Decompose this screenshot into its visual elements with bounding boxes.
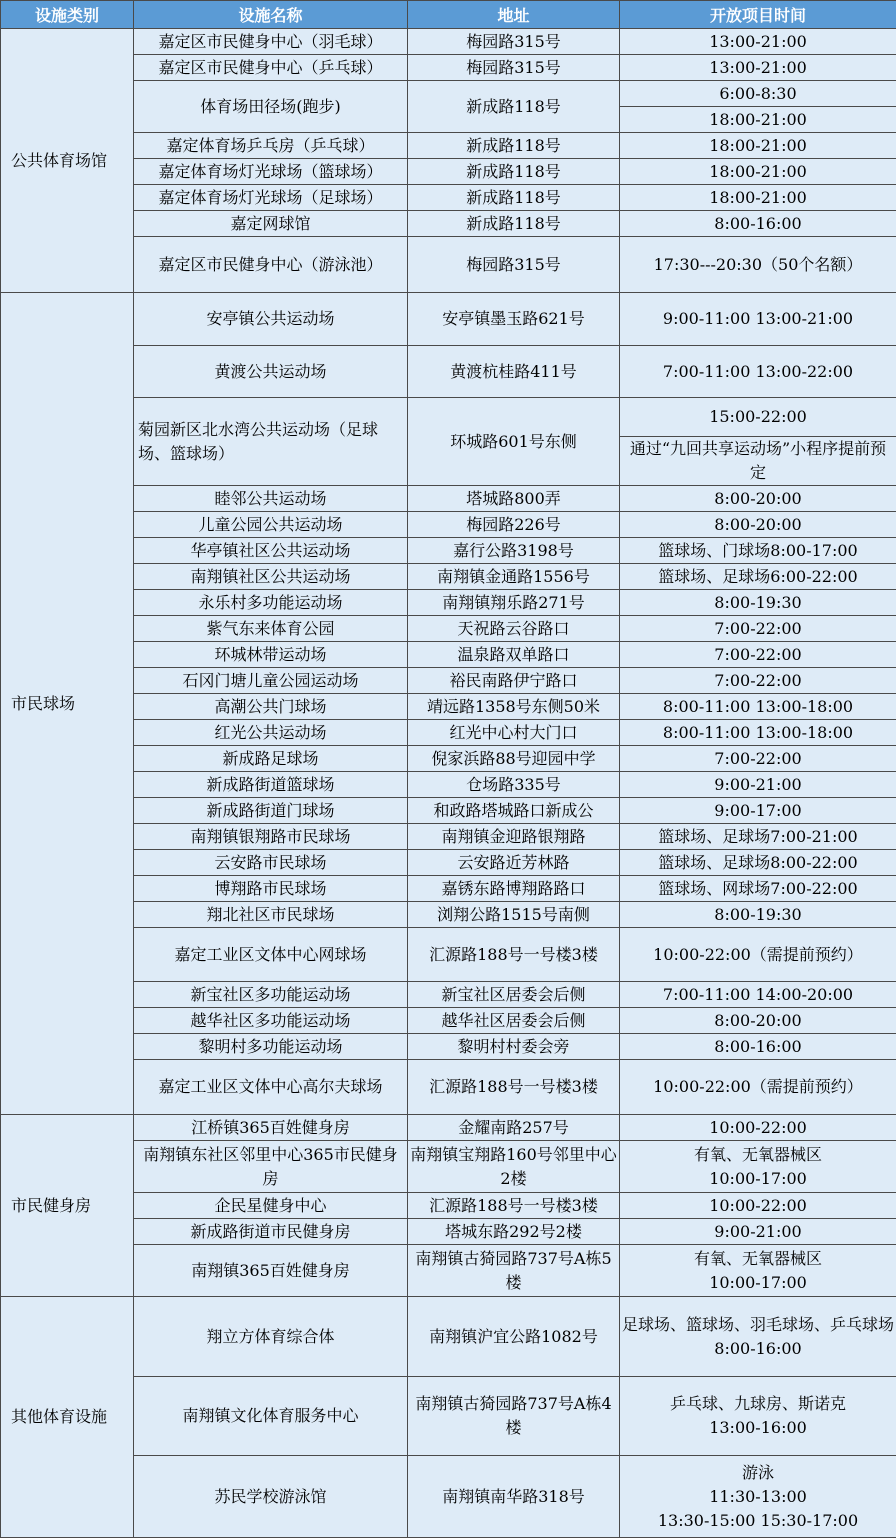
facility-address: 南翔镇南华路318号 bbox=[408, 1456, 620, 1538]
facility-address: 嘉锈东路博翔路路口 bbox=[408, 876, 620, 902]
open-time bbox=[620, 159, 896, 185]
open-time-line: 游泳 bbox=[622, 1461, 894, 1485]
open-time bbox=[620, 850, 896, 876]
open-time bbox=[620, 694, 896, 720]
table-row bbox=[1, 237, 896, 293]
open-time bbox=[620, 928, 896, 982]
open-time bbox=[620, 133, 896, 159]
open-time bbox=[620, 512, 896, 538]
open-time bbox=[620, 1377, 896, 1456]
open-time-line: 10:00-22:00（需提前预约） bbox=[622, 943, 894, 967]
facility-address: 新成路118号 bbox=[408, 133, 620, 159]
facility-address: 安亭镇墨玉路621号 bbox=[408, 293, 620, 346]
open-time-line: 有氧、无氧器械区 bbox=[622, 1143, 894, 1167]
table-row bbox=[1, 720, 896, 746]
facility-name: 嘉定区市民健身中心（游泳池） bbox=[134, 237, 408, 293]
facility-name: 体育场田径场(跑步) bbox=[134, 81, 408, 133]
facility-name: 新成路街道篮球场 bbox=[134, 772, 408, 798]
table-row bbox=[1, 1377, 896, 1456]
facility-address: 汇源路188号一号楼3楼 bbox=[408, 1193, 620, 1219]
facility-address: 云安路近芳林路 bbox=[408, 850, 620, 876]
open-time-line: 9:00-21:00 bbox=[622, 1220, 894, 1244]
open-time-line: 13:00-16:00 bbox=[622, 1416, 894, 1440]
open-time-line: 10:00-17:00 bbox=[622, 1167, 894, 1191]
facility-name: 嘉定体育场灯光球场（足球场） bbox=[134, 185, 408, 211]
table-row bbox=[1, 512, 896, 538]
table-row bbox=[1, 1141, 896, 1193]
facility-name: 嘉定区市民健身中心（乒乓球） bbox=[134, 55, 408, 81]
table-row bbox=[1, 824, 896, 850]
open-time bbox=[620, 293, 896, 346]
facility-name: 华亭镇社区公共运动场 bbox=[134, 538, 408, 564]
header-row bbox=[1, 1, 896, 29]
facility-name: 南翔镇365百姓健身房 bbox=[134, 1245, 408, 1297]
facility-name: 企民星健身中心 bbox=[134, 1193, 408, 1219]
table-row bbox=[1, 185, 896, 211]
open-time-line: 13:30-15:00 15:30-17:00 bbox=[622, 1509, 894, 1533]
facility-address: 塔城路800弄 bbox=[408, 486, 620, 512]
open-time bbox=[620, 1245, 896, 1297]
facility-address: 环城路601号东侧 bbox=[408, 398, 620, 486]
open-time-line: 8:00-19:30 bbox=[622, 591, 894, 615]
table-row bbox=[1, 293, 896, 346]
open-time-line: 篮球场、足球场6:00-22:00 bbox=[622, 565, 894, 589]
open-time bbox=[620, 902, 896, 928]
facility-address: 梅园路315号 bbox=[408, 29, 620, 55]
table-row bbox=[1, 694, 896, 720]
facility-address: 天祝路云谷路口 bbox=[408, 616, 620, 642]
facility-address: 浏翔公路1515号南侧 bbox=[408, 902, 620, 928]
facility-name: 紫气东来体育公园 bbox=[134, 616, 408, 642]
facility-address: 汇源路188号一号楼3楼 bbox=[408, 928, 620, 982]
facility-name: 新成路街道门球场 bbox=[134, 798, 408, 824]
header-category: 设施类别 bbox=[1, 1, 134, 29]
table-row bbox=[1, 1297, 896, 1377]
facility-name: 环城林带运动场 bbox=[134, 642, 408, 668]
open-time bbox=[620, 185, 896, 211]
open-time bbox=[620, 1456, 896, 1538]
open-time-line: 8:00-20:00 bbox=[622, 487, 894, 511]
open-time: 6:00-8:30 bbox=[620, 81, 896, 107]
open-time bbox=[620, 1060, 896, 1115]
facility-name: 苏民学校游泳馆 bbox=[134, 1456, 408, 1538]
table-row bbox=[1, 902, 896, 928]
facility-address: 倪家浜路88号迎园中学 bbox=[408, 746, 620, 772]
facility-address: 梅园路315号 bbox=[408, 55, 620, 81]
facility-name: 南翔镇文化体育服务中心 bbox=[134, 1377, 408, 1456]
open-time bbox=[620, 1008, 896, 1034]
open-time-line: 8:00-11:00 13:00-18:00 bbox=[622, 721, 894, 745]
open-time bbox=[620, 824, 896, 850]
open-time-line: 18:00-21:00 bbox=[622, 186, 894, 210]
facility-name: 南翔镇银翔路市民球场 bbox=[134, 824, 408, 850]
facility-name: 嘉定区市民健身中心（羽毛球） bbox=[134, 29, 408, 55]
open-time-line: 18:00-21:00 bbox=[622, 134, 894, 158]
header-open-time: 开放项目时间 bbox=[620, 1, 896, 29]
table-row bbox=[1, 55, 896, 81]
open-time bbox=[620, 642, 896, 668]
open-time-line: 13:00-21:00 bbox=[622, 56, 894, 80]
facility-name: 新成路街道市民健身房 bbox=[134, 1219, 408, 1245]
table-row bbox=[1, 81, 896, 107]
open-time bbox=[620, 1193, 896, 1219]
table-row bbox=[1, 538, 896, 564]
open-time bbox=[620, 211, 896, 237]
table-row bbox=[1, 746, 896, 772]
table-row bbox=[1, 982, 896, 1008]
open-time bbox=[620, 346, 896, 398]
facility-address: 南翔镇古猗园路737号A栋5楼 bbox=[408, 1245, 620, 1297]
open-time bbox=[620, 982, 896, 1008]
open-time-line: 9:00-11:00 13:00-21:00 bbox=[622, 307, 894, 331]
open-time-line: 9:00-21:00 bbox=[622, 773, 894, 797]
facility-name: 嘉定网球馆 bbox=[134, 211, 408, 237]
open-time-line: 7:00-11:00 14:00-20:00 bbox=[622, 983, 894, 1007]
category-cell: 公共体育场馆 bbox=[1, 29, 134, 293]
open-time bbox=[620, 1219, 896, 1245]
facility-name: 嘉定体育场乒乓房（乒乓球） bbox=[134, 133, 408, 159]
category-cell: 其他体育设施 bbox=[1, 1297, 134, 1538]
open-time-line: 10:00-22:00 bbox=[622, 1116, 894, 1140]
table-row bbox=[1, 616, 896, 642]
table-row bbox=[1, 928, 896, 982]
facility-name: 石冈门塘儿童公园运动场 bbox=[134, 668, 408, 694]
table-row bbox=[1, 1008, 896, 1034]
open-time bbox=[620, 538, 896, 564]
open-time-line: 有氧、无氧器械区 bbox=[622, 1247, 894, 1271]
table-row bbox=[1, 1115, 896, 1141]
facility-name: 黄渡公共运动场 bbox=[134, 346, 408, 398]
facility-address: 黎明村村委会旁 bbox=[408, 1034, 620, 1060]
facility-address: 红光中心村大门口 bbox=[408, 720, 620, 746]
open-time: 通过“九回共享运动场”小程序提前预定 bbox=[620, 437, 896, 486]
facility-name: 南翔镇东社区邻里中心365市民健身房 bbox=[134, 1141, 408, 1193]
table-row bbox=[1, 29, 896, 55]
open-time bbox=[620, 1141, 896, 1193]
table-row bbox=[1, 590, 896, 616]
open-time-line: 8:00-20:00 bbox=[622, 1009, 894, 1033]
open-time-line: 8:00-19:30 bbox=[622, 903, 894, 927]
facility-name: 红光公共运动场 bbox=[134, 720, 408, 746]
open-time-line: 13:00-21:00 bbox=[622, 30, 894, 54]
facility-address: 南翔镇古猗园路737号A栋4楼 bbox=[408, 1377, 620, 1456]
open-time-line: 7:00-11:00 13:00-22:00 bbox=[622, 360, 894, 384]
table-row bbox=[1, 1219, 896, 1245]
open-time bbox=[620, 1115, 896, 1141]
table-row bbox=[1, 486, 896, 512]
open-time-line: 篮球场、足球场8:00-22:00 bbox=[622, 851, 894, 875]
facility-address: 梅园路315号 bbox=[408, 237, 620, 293]
facility-address: 新宝社区居委会后侧 bbox=[408, 982, 620, 1008]
category-cell: 市民健身房 bbox=[1, 1115, 134, 1297]
facility-name: 翔立方体育综合体 bbox=[134, 1297, 408, 1377]
facility-address: 靖远路1358号东侧50米 bbox=[408, 694, 620, 720]
facility-name: 高潮公共门球场 bbox=[134, 694, 408, 720]
open-time-line: 足球场、篮球场、羽毛球场、乒乓球场8:00-16:00 bbox=[622, 1313, 894, 1361]
table-row bbox=[1, 211, 896, 237]
table-row bbox=[1, 850, 896, 876]
facility-address: 汇源路188号一号楼3楼 bbox=[408, 1060, 620, 1115]
facility-name: 博翔路市民球场 bbox=[134, 876, 408, 902]
table-row bbox=[1, 1245, 896, 1297]
open-time bbox=[620, 1034, 896, 1060]
open-time-line: 9:00-17:00 bbox=[622, 799, 894, 823]
open-time bbox=[620, 486, 896, 512]
open-time-line: 7:00-22:00 bbox=[622, 669, 894, 693]
open-time bbox=[620, 590, 896, 616]
open-time-line: 8:00-16:00 bbox=[622, 1035, 894, 1059]
open-time-line: 11:30-13:00 bbox=[622, 1485, 894, 1509]
facility-address: 梅园路226号 bbox=[408, 512, 620, 538]
open-time-line: 10:00-22:00 bbox=[622, 1194, 894, 1218]
facility-name: 翔北社区市民球场 bbox=[134, 902, 408, 928]
facility-address: 新成路118号 bbox=[408, 185, 620, 211]
facility-address: 南翔镇金通路1556号 bbox=[408, 564, 620, 590]
open-time bbox=[620, 616, 896, 642]
facility-name: 越华社区多功能运动场 bbox=[134, 1008, 408, 1034]
facility-name: 南翔镇社区公共运动场 bbox=[134, 564, 408, 590]
facility-address: 新成路118号 bbox=[408, 81, 620, 133]
open-time bbox=[620, 237, 896, 293]
facility-address: 塔城东路292号2楼 bbox=[408, 1219, 620, 1245]
open-time-line: 8:00-11:00 13:00-18:00 bbox=[622, 695, 894, 719]
table-row bbox=[1, 1456, 896, 1538]
open-time-line: 8:00-16:00 bbox=[622, 212, 894, 236]
facility-name: 江桥镇365百姓健身房 bbox=[134, 1115, 408, 1141]
open-time bbox=[620, 55, 896, 81]
open-time-line: 8:00-20:00 bbox=[622, 513, 894, 537]
open-time bbox=[620, 1297, 896, 1377]
facility-address: 嘉行公路3198号 bbox=[408, 538, 620, 564]
facility-name: 云安路市民球场 bbox=[134, 850, 408, 876]
open-time bbox=[620, 29, 896, 55]
open-time bbox=[620, 668, 896, 694]
facility-name: 永乐村多功能运动场 bbox=[134, 590, 408, 616]
open-time-line: 10:00-17:00 bbox=[622, 1271, 894, 1295]
open-time-line: 17:30---20:30（50个名额） bbox=[622, 253, 894, 277]
facility-address: 南翔镇宝翔路160号邻里中心2楼 bbox=[408, 1141, 620, 1193]
facility-name: 黎明村多功能运动场 bbox=[134, 1034, 408, 1060]
table-row bbox=[1, 1034, 896, 1060]
table-row bbox=[1, 642, 896, 668]
header-address: 地址 bbox=[408, 1, 620, 29]
open-time bbox=[620, 798, 896, 824]
facility-address: 裕民南路伊宁路口 bbox=[408, 668, 620, 694]
open-time-line: 篮球场、门球场8:00-17:00 bbox=[622, 539, 894, 563]
open-time-line: 10:00-22:00（需提前预约） bbox=[622, 1075, 894, 1099]
facility-address: 金耀南路257号 bbox=[408, 1115, 620, 1141]
open-time: 15:00-22:00 bbox=[620, 398, 896, 437]
table-row bbox=[1, 876, 896, 902]
open-time bbox=[620, 772, 896, 798]
table-row bbox=[1, 668, 896, 694]
open-time bbox=[620, 720, 896, 746]
facility-name: 新宝社区多功能运动场 bbox=[134, 982, 408, 1008]
table-row bbox=[1, 564, 896, 590]
facility-address: 南翔镇金迎路银翔路 bbox=[408, 824, 620, 850]
facility-name: 嘉定工业区文体中心高尔夫球场 bbox=[134, 1060, 408, 1115]
table-row bbox=[1, 1193, 896, 1219]
table-row bbox=[1, 398, 896, 437]
table-row bbox=[1, 346, 896, 398]
open-time bbox=[620, 564, 896, 590]
facility-address: 越华社区居委会后侧 bbox=[408, 1008, 620, 1034]
facility-address: 仓场路335号 bbox=[408, 772, 620, 798]
open-time bbox=[620, 876, 896, 902]
facility-name: 菊园新区北水湾公共运动场（足球场、篮球场） bbox=[134, 398, 408, 486]
open-time: 18:00-21:00 bbox=[620, 107, 896, 133]
facility-address: 南翔镇沪宜公路1082号 bbox=[408, 1297, 620, 1377]
facility-address: 南翔镇翔乐路271号 bbox=[408, 590, 620, 616]
open-time-line: 7:00-22:00 bbox=[622, 643, 894, 667]
facility-name: 儿童公园公共运动场 bbox=[134, 512, 408, 538]
table-row bbox=[1, 798, 896, 824]
table-row bbox=[1, 133, 896, 159]
facility-address: 和政路塔城路口新成公 bbox=[408, 798, 620, 824]
table-row bbox=[1, 159, 896, 185]
facility-address: 新成路118号 bbox=[408, 159, 620, 185]
open-time-line: 7:00-22:00 bbox=[622, 617, 894, 641]
table-row bbox=[1, 772, 896, 798]
open-time-line: 篮球场、网球场7:00-22:00 bbox=[622, 877, 894, 901]
open-time-line: 乒乓球、九球房、斯诺克 bbox=[622, 1392, 894, 1416]
category-cell: 市民球场 bbox=[1, 293, 134, 1115]
header-facility-name: 设施名称 bbox=[134, 1, 408, 29]
facility-address: 黄渡杭桂路411号 bbox=[408, 346, 620, 398]
open-time-line: 18:00-21:00 bbox=[622, 160, 894, 184]
open-time bbox=[620, 746, 896, 772]
facility-name: 安亭镇公共运动场 bbox=[134, 293, 408, 346]
facility-name: 嘉定体育场灯光球场（篮球场） bbox=[134, 159, 408, 185]
facility-name: 嘉定工业区文体中心网球场 bbox=[134, 928, 408, 982]
facility-address: 温泉路双单路口 bbox=[408, 642, 620, 668]
facility-name: 睦邻公共运动场 bbox=[134, 486, 408, 512]
facility-name: 新成路足球场 bbox=[134, 746, 408, 772]
open-time-line: 7:00-22:00 bbox=[622, 747, 894, 771]
open-time-line: 篮球场、足球场7:00-21:00 bbox=[622, 825, 894, 849]
table-row bbox=[1, 1060, 896, 1115]
facility-address: 新成路118号 bbox=[408, 211, 620, 237]
table-body bbox=[1, 29, 896, 1538]
